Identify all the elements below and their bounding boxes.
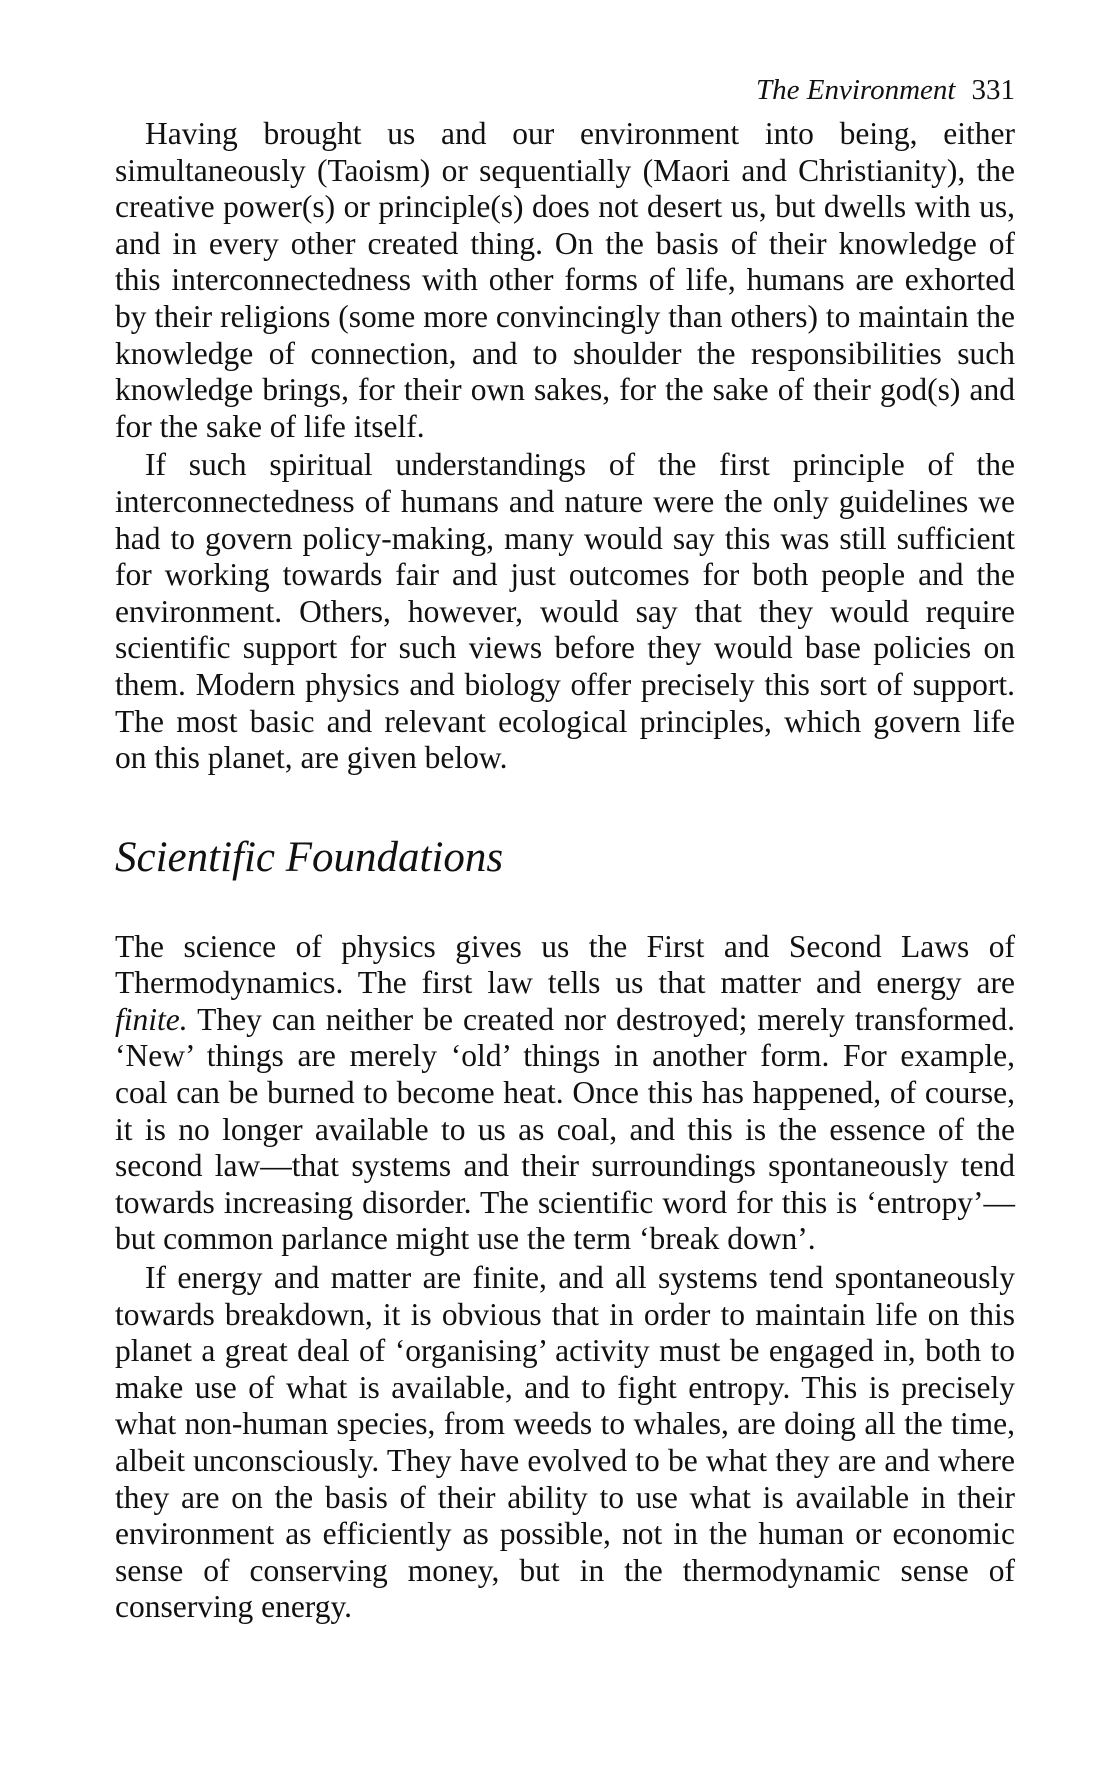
body-paragraph-1: Having brought us and our environment into being, either simultaneously (Taoism) or sequentially (Maori and Christianity), the creative power(s) or principle(s) does not desert us, but dwells with us, and in every other created thing. On the basis of their knowledge of this interconnectedness with other forms of life, humans are exhorted by their religions (some more convincingly than others) to maintain the knowledge of connection, and to shoulder the responsibilities such knowledge brings, for their own sakes, for the sake of their god(s) and for the sake of life itself. (115, 116, 1015, 444)
body-paragraph-2: If such spiritual understandings of the first principle of the interconnectedness of humans and nature were the only guidelines we had to govern policy-making, many would say this was still sufficient for working towards fair and just outcomes for both people and the environment. Others, however, would say that they would require scientific support for such views before they would base policies on them. Modern physics and biology offer precisely this sort of support. The most basic and relevant ecological principles, which govern life on this planet, are given below. (115, 447, 1015, 776)
emphasis-finite: finite. (115, 1001, 188, 1037)
book-page (115, 72, 1015, 1626)
section-heading: Scientific Foundations (115, 833, 504, 881)
body-paragraph-3 (115, 929, 1015, 1258)
body-paragraph-4: If energy and matter are finite, and all systems tend spontaneously towards breakdown, it is obvious that in order to maintain life on this planet a great deal of ‘organising’ activity must be engaged in, both to make use of what is available, and to fight entropy. This is precisely what non-human species, from weeds to whales, are doing all the time, albeit unconsciously. They have evolved to be what they are and where they are on the basis of their ability to use what is available in their environment as efficiently as possible, not in the human or economic sense of conserving money, but in the thermodynamic sense of conserving energy. (115, 1260, 1015, 1625)
running-title: The Environment (756, 74, 956, 106)
paragraph-3-text-start: The science of physics gives us the First and Second Laws of Thermodynamics. The first law tells us that matter and energy are (115, 928, 1015, 1001)
paragraph-3-text-end: They can neither be created nor destroyed; merely transformed. ‘New’ things are merely ‘old’ things in another form. For example, coal can be burned to become heat. Once this has happened, of course, it is no longer available to us as coal, and this is the essence of the second law—that systems and their surroundings spontaneously tend towards increasing disorder. The scientific word for this is ‘entropy’—but common parlance might use the term ‘break down’. (115, 1001, 1015, 1257)
running-header (115, 72, 1015, 116)
page-number: 331 (971, 74, 1015, 106)
